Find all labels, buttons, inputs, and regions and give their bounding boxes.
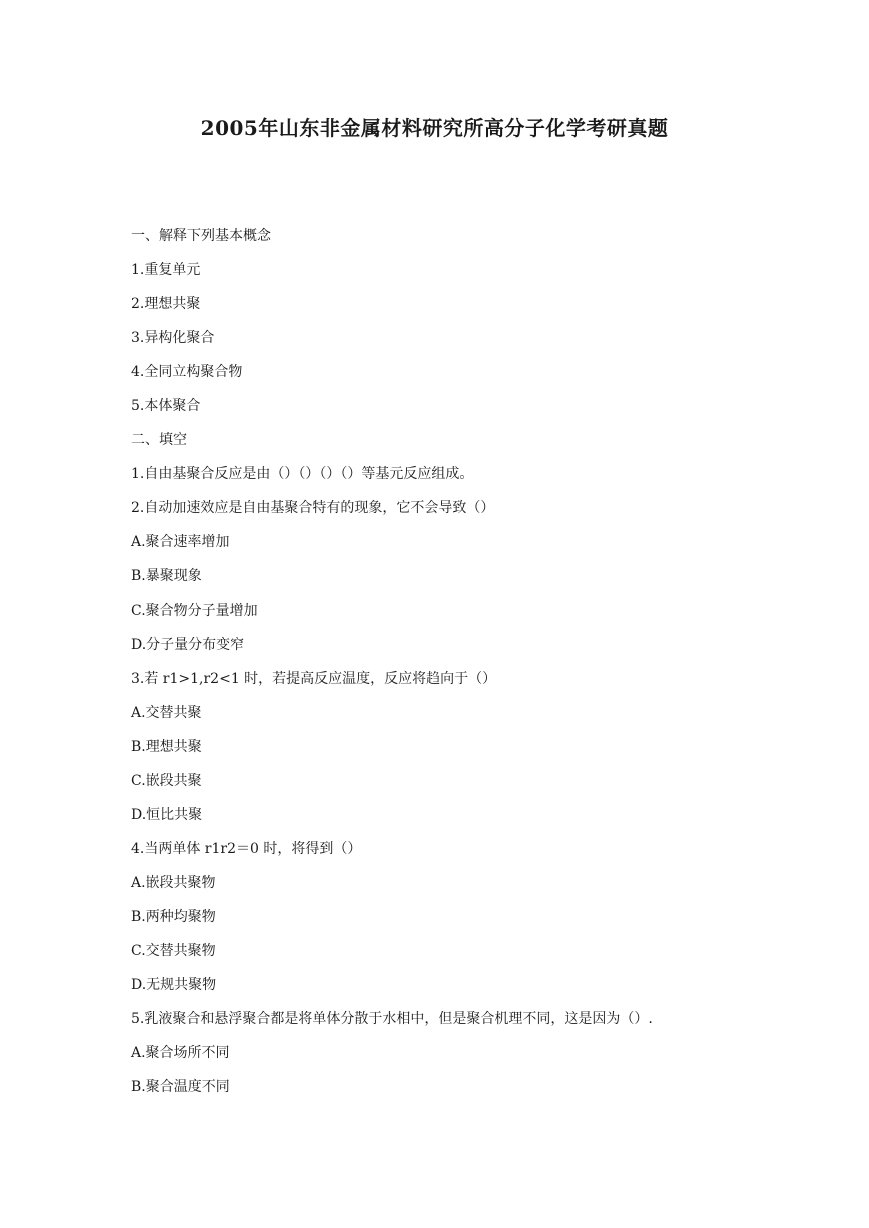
answer-option: A.聚合速率增加 (131, 534, 230, 551)
answer-option: C.交替共聚物 (131, 942, 216, 959)
answer-option: B.理想共聚 (131, 738, 202, 755)
answer-option: A.交替共聚 (131, 704, 202, 721)
answer-option: C.嵌段共聚 (131, 772, 202, 789)
answer-option: B.两种均聚物 (131, 908, 216, 925)
question-text: 3.若 r1>1,r2<1 时，若提高反应温度，反应将趋向于（） (131, 670, 497, 687)
answer-option: D.无规共聚物 (131, 977, 217, 994)
concept-item: 4.全同立构聚合物 (131, 364, 243, 381)
answer-option: B.聚合温度不同 (131, 1079, 230, 1096)
answer-option: B.暴聚现象 (131, 568, 202, 585)
concept-item: 5.本体聚合 (131, 398, 201, 415)
concept-item: 2.理想共聚 (131, 296, 201, 313)
concept-item: 1.重复单元 (131, 262, 201, 279)
answer-option: C.聚合物分子量增加 (131, 602, 258, 619)
section-heading-fill: 二、填空 (131, 432, 187, 449)
question-text: 1.自由基聚合反应是由（）（）（）（）等基元反应组成。 (131, 466, 474, 483)
question-text: 5.乳液聚合和悬浮聚合都是将单体分散于水相中，但是聚合机理不同，这是因为（）. (131, 1011, 653, 1028)
answer-option: D.分子量分布变窄 (131, 636, 245, 653)
answer-option: A.聚合场所不同 (131, 1045, 230, 1062)
question-text: 4.当两单体 r1r2＝0 时，将得到（） (131, 840, 362, 857)
question-text: 2.自动加速效应是自由基聚合特有的现象，它不会导致（） (131, 500, 495, 517)
question-list (131, 224, 771, 1109)
page-title: 2005年山东非金属材料研究所高分子化学考研真题 (200, 116, 669, 140)
concept-item: 3.异构化聚合 (131, 330, 215, 347)
answer-option: D.恒比共聚 (131, 806, 203, 823)
section-heading-concepts: 一、解释下列基本概念 (131, 228, 271, 244)
answer-option: A.嵌段共聚物 (131, 874, 216, 891)
